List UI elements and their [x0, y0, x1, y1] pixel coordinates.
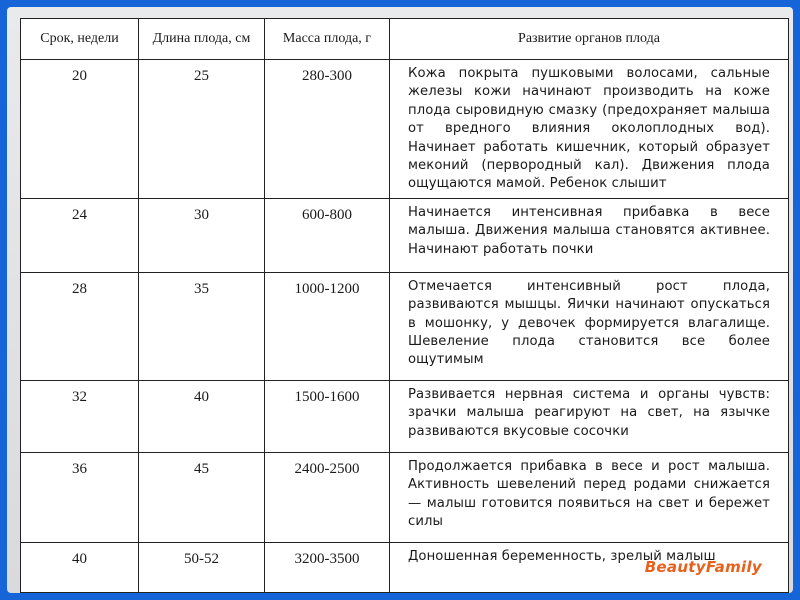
- document-page: [20, 18, 788, 592]
- cell-mass: 1000-1200: [265, 272, 390, 380]
- cell-mass: 3200-3500: [265, 542, 390, 592]
- cell-development: Доношенная беременность, зрелый малыш: [390, 542, 789, 592]
- cell-week: 32: [21, 380, 139, 452]
- cell-development: Начинается интенсивная прибавка в весе малыша. Движения малыша становятся активнее. Начинают работать почки: [390, 198, 789, 272]
- cell-week: 24: [21, 198, 139, 272]
- cell-development: Кожа покрыта пушковыми волосами, сальные железы кожи начинают производить на коже плода сыровидную смазку (предохраняет малыша от вредного влияния околоплодных вод). Начинает работать кишечник, который образует меконий (первородный кал). Движения плода ощущаются мамой. Ребенок слышит: [390, 60, 789, 199]
- cell-development: Развивается нервная система и органы чувств: зрачки малыша реагируют на свет, на язычке развиваются вкусовые сосочки: [390, 380, 789, 452]
- header-development: Развитие органов плода: [390, 19, 789, 60]
- cell-week: 40: [21, 542, 139, 592]
- header-mass: Масса плода, г: [265, 19, 390, 60]
- brand-watermark: BeautyFamily: [644, 558, 762, 576]
- cell-mass: 2400-2500: [265, 452, 390, 542]
- table-row: [21, 60, 789, 199]
- cell-length: 45: [139, 452, 265, 542]
- cell-length: 40: [139, 380, 265, 452]
- cell-week: 36: [21, 452, 139, 542]
- fetal-development-table: [20, 18, 789, 593]
- table-row: [21, 198, 789, 272]
- cell-length: 35: [139, 272, 265, 380]
- cell-length: 30: [139, 198, 265, 272]
- cell-mass: 1500-1600: [265, 380, 390, 452]
- table-row: [21, 272, 789, 380]
- cell-length: 25: [139, 60, 265, 199]
- cell-development: Отмечается интенсивный рост плода, развиваются мышцы. Яички начинают опускаться в мошонку, у девочек формируется влагалище. Шевеление плода становится все более ощутимым: [390, 272, 789, 380]
- header-weeks: Срок, недели: [21, 19, 139, 60]
- table-row: [21, 380, 789, 452]
- table-header-row: [21, 19, 789, 60]
- cell-week: 28: [21, 272, 139, 380]
- table-row: [21, 452, 789, 542]
- cell-mass: 600-800: [265, 198, 390, 272]
- cell-length: 50-52: [139, 542, 265, 592]
- cell-mass: 280-300: [265, 60, 390, 199]
- header-length: Длина плода, см: [139, 19, 265, 60]
- cell-week: 20: [21, 60, 139, 199]
- cell-development: Продолжается прибавка в весе и рост малыша. Активность шевелений перед родами снижается — малыш готовится появиться на свет и бережет силы: [390, 452, 789, 542]
